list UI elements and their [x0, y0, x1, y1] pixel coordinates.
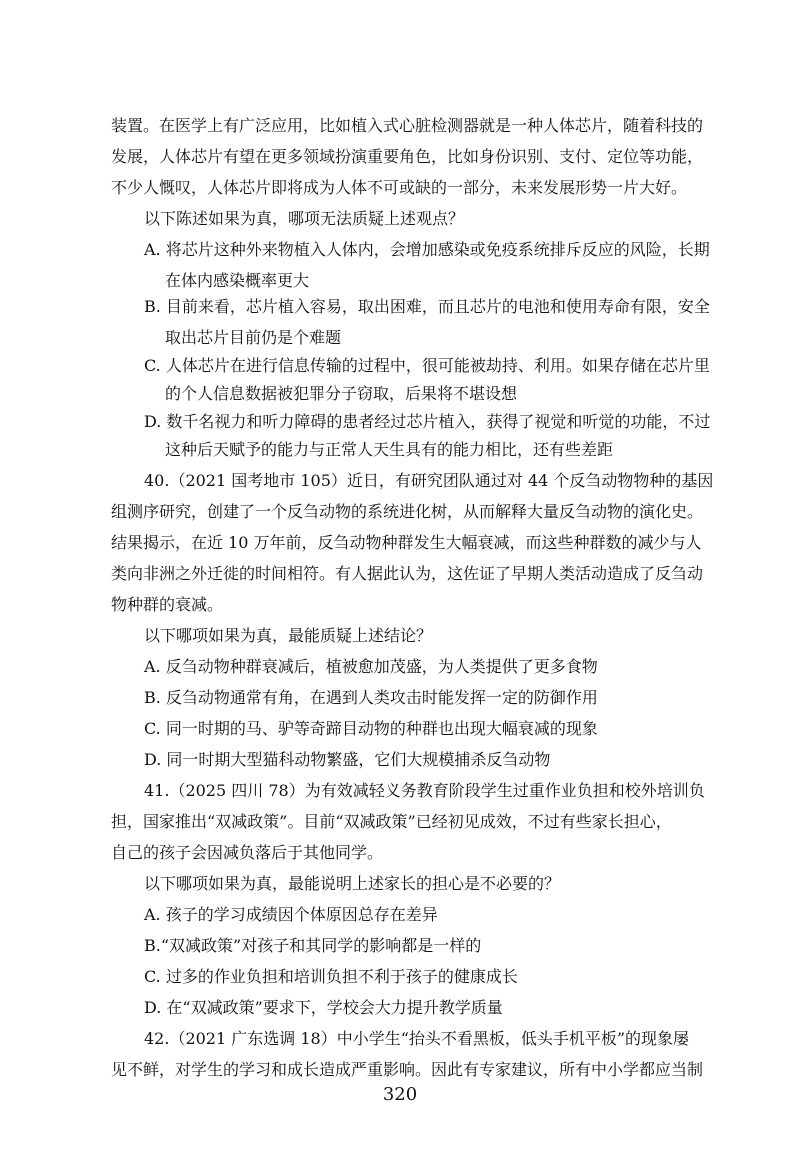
- text-line: 自己的孩子会因减负落后于其他同学。: [111, 843, 384, 862]
- option-c: C. 过多的作业负担和培训负担不利于孩子的健康成长: [144, 967, 518, 986]
- text-line: 物种群的衰减。: [111, 595, 224, 614]
- text-line: 担，国家推出“双减政策”。目前“双减政策”已经初见成效，不过有些家长担心，: [111, 812, 672, 831]
- option-b: B. 反刍动物通常有角，在遇到人类攻击时能发挥一定的防御作用: [144, 688, 598, 707]
- text-line: 见不鲜，对学生的学习和成长造成严重影响。因此有专家建议，所有中小学都应当制: [111, 1060, 704, 1079]
- option-c-cont: 的个人信息数据被犯罪分子窃取，后果将不堪设想: [165, 384, 518, 403]
- option-d: D. 在“双减政策”要求下，学校会大力提升教学质量: [144, 998, 503, 1017]
- question-prompt: 以下哪项如果为真，最能说明上述家长的担心是不必要的？: [144, 874, 561, 893]
- text-line: 发展，人体芯片有望在更多领域扮演重要角色，比如身份识别、支付、定位等功能，: [111, 147, 704, 166]
- option-a-cont: 在体内感染概率更大: [165, 271, 310, 290]
- option-b: B. 目前来看，芯片植入容易，取出困难，而且芯片的电池和使用寿命有限，安全: [144, 297, 710, 316]
- text-line: 结果揭示，在近 10 万年前，反刍动物种群发生大幅衰减，而这些种群数的减少与人: [111, 533, 702, 552]
- text-line: 类向非洲之外迁徙的时间相符。有人据此认为，这佐证了早期人类活动造成了反刍动: [111, 564, 704, 583]
- question-41: 41.（2025 四川 78）为有效减轻义务教育阶段学生过重作业负担和校外培训负: [144, 781, 705, 800]
- text-line: 不少人慨叹，人体芯片即将成为人体不可或缺的一部分，未来发展形势一片大好。: [111, 178, 688, 197]
- question-prompt: 以下哪项如果为真，最能质疑上述结论？: [144, 626, 433, 645]
- option-b-cont: 取出芯片目前仍是个难题: [165, 328, 342, 347]
- text-line: 组测序研究，创建了一个反刍动物的系统进化树，从而解释大量反刍动物的演化史。: [111, 502, 704, 521]
- option-a: A. 孩子的学习成绩因个体原因总存在差异: [144, 905, 438, 924]
- text-line: 装置。在医学上有广泛应用，比如植入式心脏检测器就是一种人体芯片，随着科技的: [111, 116, 704, 135]
- option-a: A. 将芯片这种外来物植入人体内，会增加感染或免疫系统排斥反应的风险，长期: [144, 240, 710, 259]
- option-d-cont: 这种后天赋予的能力与正常人天生具有的能力相比，还有些差距: [165, 440, 614, 459]
- page-number: 320: [382, 1084, 418, 1105]
- option-b: B.“双减政策”对孩子和其同学的影响都是一样的: [144, 936, 482, 955]
- question-42: 42.（2021 广东选调 18）中小学生“抬头不看黑板，低头手机平板”的现象屡: [144, 1029, 690, 1048]
- option-d: D. 同一时期大型猫科动物繁盛，它们大规模捕杀反刍动物: [144, 750, 551, 769]
- option-c: C. 同一时期的马、驴等奇蹄目动物的种群也出现大幅衰减的现象: [144, 719, 598, 738]
- question-prompt: 以下陈述如果为真，哪项无法质疑上述观点？: [144, 209, 465, 228]
- option-d: D. 数千名视力和听力障碍的患者经过芯片植入，获得了视觉和听觉的功能，不过: [144, 412, 711, 431]
- option-a: A. 反刍动物种群衰减后，植被愈加茂盛，为人类提供了更多食物: [144, 657, 598, 676]
- option-c: C. 人体芯片在进行信息传输的过程中，很可能被劫持、利用。如果存储在芯片里: [144, 356, 710, 375]
- question-40: 40.（2021 国考地市 105）近日，有研究团队通过对 44 个反刍动物物种的基因: [144, 471, 714, 490]
